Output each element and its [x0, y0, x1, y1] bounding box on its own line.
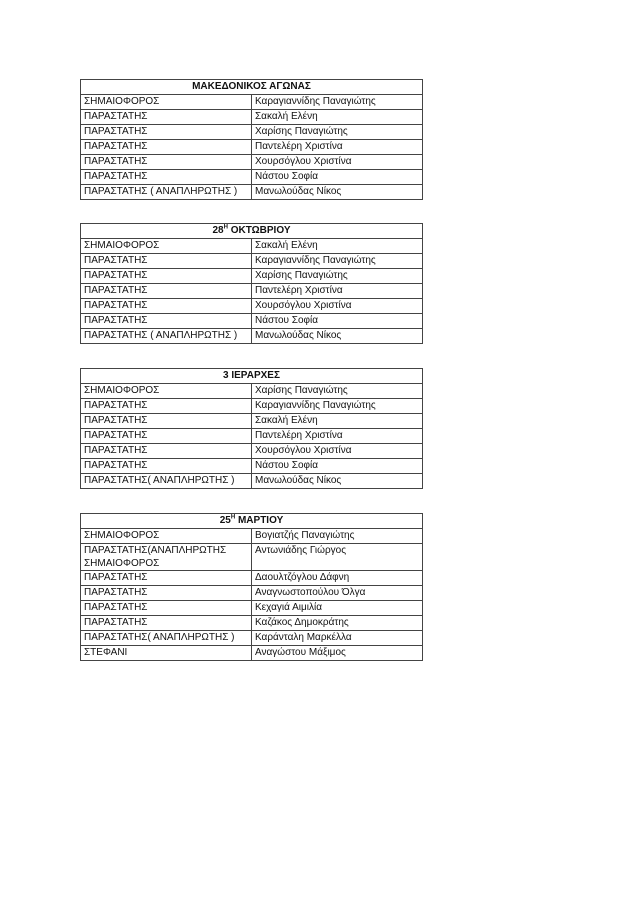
- table-row: [81, 429, 423, 444]
- role-cell: ΣΗΜΑΙΟΦΟΡΟΣ: [81, 95, 252, 110]
- name-cell: Καράνταλη Μαρκέλλα: [252, 631, 423, 646]
- role-cell: ΠΑΡΑΣΤΑΤΗΣ: [81, 269, 252, 284]
- role-cell: ΣΗΜΑΙΟΦΟΡΟΣ: [81, 529, 252, 544]
- table-row: [81, 586, 423, 601]
- role-cell: ΠΑΡΑΣΤΑΤΗΣ ( ΑΝΑΠΛΗΡΩΤΗΣ ): [81, 329, 252, 344]
- table-title: ΜΑΚΕΔΟΝΙΚΟΣ ΑΓΩΝΑΣ: [81, 80, 423, 95]
- table-row: [81, 474, 423, 489]
- role-cell: ΠΑΡΑΣΤΑΤΗΣ: [81, 429, 252, 444]
- role-cell: ΠΑΡΑΣΤΑΤΗΣ: [81, 571, 252, 586]
- role-cell: ΠΑΡΑΣΤΑΤΗΣ: [81, 444, 252, 459]
- table-row: [81, 185, 423, 200]
- table-title-row: [81, 80, 423, 95]
- role-cell: ΠΑΡΑΣΤΑΤΗΣ: [81, 110, 252, 125]
- name-cell: Αντωνιάδης Γιώργος: [252, 544, 423, 571]
- role-cell: ΠΑΡΑΣΤΑΤΗΣ: [81, 155, 252, 170]
- role-cell: ΣΗΜΑΙΟΦΟΡΟΣ: [81, 384, 252, 399]
- table-row: [81, 459, 423, 474]
- role-cell: ΠΑΡΑΣΤΑΤΗΣ: [81, 170, 252, 185]
- table-row: [81, 444, 423, 459]
- table-title-row: [81, 514, 423, 529]
- table-row: [81, 170, 423, 185]
- table-row: [81, 571, 423, 586]
- table-row: [81, 529, 423, 544]
- table-row: [81, 254, 423, 269]
- name-cell: Αναγώστου Μάξιμος: [252, 646, 423, 661]
- role-cell: ΠΑΡΑΣΤΑΤΗΣ: [81, 601, 252, 616]
- table-row: [81, 239, 423, 254]
- table-row: [81, 646, 423, 661]
- name-cell: Καραγιαννίδης Παναγιώτης: [252, 254, 423, 269]
- table-row: [81, 329, 423, 344]
- role-cell: ΠΑΡΑΣΤΑΤΗΣ: [81, 125, 252, 140]
- name-cell: Μανωλούδας Νίκος: [252, 329, 423, 344]
- name-cell: Παντελέρη Χριστίνα: [252, 284, 423, 299]
- role-cell: ΠΑΡΑΣΤΑΤΗΣ: [81, 414, 252, 429]
- role-cell: ΠΑΡΑΣΤΑΤΗΣ( ΑΝΑΠΛΗΡΩΤΗΣ ): [81, 474, 252, 489]
- name-cell: Καζάκος Δημοκράτης: [252, 616, 423, 631]
- table-row: [81, 110, 423, 125]
- table-row: [81, 384, 423, 399]
- table-row: [81, 314, 423, 329]
- role-cell: ΠΑΡΑΣΤΑΤΗΣ: [81, 314, 252, 329]
- table-row: [81, 95, 423, 110]
- name-cell: Χουρσόγλου Χριστίνα: [252, 444, 423, 459]
- role-cell: ΠΑΡΑΣΤΑΤΗΣ: [81, 284, 252, 299]
- name-cell: Χουρσόγλου Χριστίνα: [252, 155, 423, 170]
- table-row: [81, 544, 423, 571]
- table-row: [81, 616, 423, 631]
- table-title-row: [81, 369, 423, 384]
- name-cell: Παντελέρη Χριστίνα: [252, 140, 423, 155]
- name-cell: Καραγιαννίδης Παναγιώτης: [252, 399, 423, 414]
- table-title: $28^H$ ΟΚΤΩΒΡΙΟΥ: [81, 224, 423, 239]
- table-row: [81, 284, 423, 299]
- name-cell: Χαρίσης Παναγιώτης: [252, 384, 423, 399]
- table-title: $25^H$ ΜΑΡΤΙΟΥ: [81, 514, 423, 529]
- name-cell: Μανωλούδας Νίκος: [252, 474, 423, 489]
- name-cell: Χαρίσης Παναγιώτης: [252, 269, 423, 284]
- name-cell: Νάστου Σοφία: [252, 170, 423, 185]
- table-makedonikos-agonas: [80, 79, 423, 200]
- name-cell: Δαουλτζόγλου Δάφνη: [252, 571, 423, 586]
- role-cell: ΠΑΡΑΣΤΑΤΗΣ: [81, 254, 252, 269]
- name-cell: Παντελέρη Χριστίνα: [252, 429, 423, 444]
- table-row: [81, 399, 423, 414]
- name-cell: Νάστου Σοφία: [252, 459, 423, 474]
- role-cell: ΠΑΡΑΣΤΑΤΗΣ: [81, 586, 252, 601]
- role-cell: ΠΑΡΑΣΤΑΤΗΣ: [81, 459, 252, 474]
- table-row: [81, 601, 423, 616]
- table-title: 3 ΙΕΡΑΡΧΕΣ: [81, 369, 423, 384]
- role-line-2: ΣΗΜΑΙΟΦΟΡΟΣ: [84, 558, 160, 569]
- name-cell: Αναγνωστοπούλου Όλγα: [252, 586, 423, 601]
- table-28-oktovriou: [80, 223, 423, 344]
- role-cell: ΣΗΜΑΙΟΦΟΡΟΣ: [81, 239, 252, 254]
- table-row: [81, 269, 423, 284]
- name-cell: Σακαλή Ελένη: [252, 414, 423, 429]
- table-row: [81, 299, 423, 314]
- name-cell: Χουρσόγλου Χριστίνα: [252, 299, 423, 314]
- table-title-row: [81, 224, 423, 239]
- table-25-martiou: [80, 513, 423, 661]
- name-cell: Σακαλή Ελένη: [252, 239, 423, 254]
- table-row: [81, 155, 423, 170]
- table-row: [81, 631, 423, 646]
- role-cell: ΠΑΡΑΣΤΑΤΗΣ ( ΑΝΑΠΛΗΡΩΤΗΣ ): [81, 185, 252, 200]
- role-cell: ΠΑΡΑΣΤΑΤΗΣ: [81, 399, 252, 414]
- role-cell: ΠΑΡΑΣΤΑΤΗΣ: [81, 616, 252, 631]
- table-row: [81, 140, 423, 155]
- role-cell: ΠΑΡΑΣΤΑΤΗΣ: [81, 299, 252, 314]
- role-line-1: ΠΑΡΑΣΤΑΤΗΣ(ΑΝΑΠΛΗΡΩΤΗΣ: [84, 545, 227, 556]
- role-cell: [81, 544, 252, 571]
- table-3-ierarches: [80, 368, 423, 489]
- table-row: [81, 125, 423, 140]
- role-cell: ΠΑΡΑΣΤΑΤΗΣ( ΑΝΑΠΛΗΡΩΤΗΣ ): [81, 631, 252, 646]
- table-row: [81, 414, 423, 429]
- role-cell: ΠΑΡΑΣΤΑΤΗΣ: [81, 140, 252, 155]
- name-cell: Βογιατζής Παναγιώτης: [252, 529, 423, 544]
- name-cell: Καραγιαννίδης Παναγιώτης: [252, 95, 423, 110]
- name-cell: Κεχαγιά Αιμιλία: [252, 601, 423, 616]
- role-cell: ΣΤΕΦΑΝΙ: [81, 646, 252, 661]
- name-cell: Νάστου Σοφία: [252, 314, 423, 329]
- name-cell: Μανωλούδας Νίκος: [252, 185, 423, 200]
- name-cell: Σακαλή Ελένη: [252, 110, 423, 125]
- name-cell: Χαρίσης Παναγιώτης: [252, 125, 423, 140]
